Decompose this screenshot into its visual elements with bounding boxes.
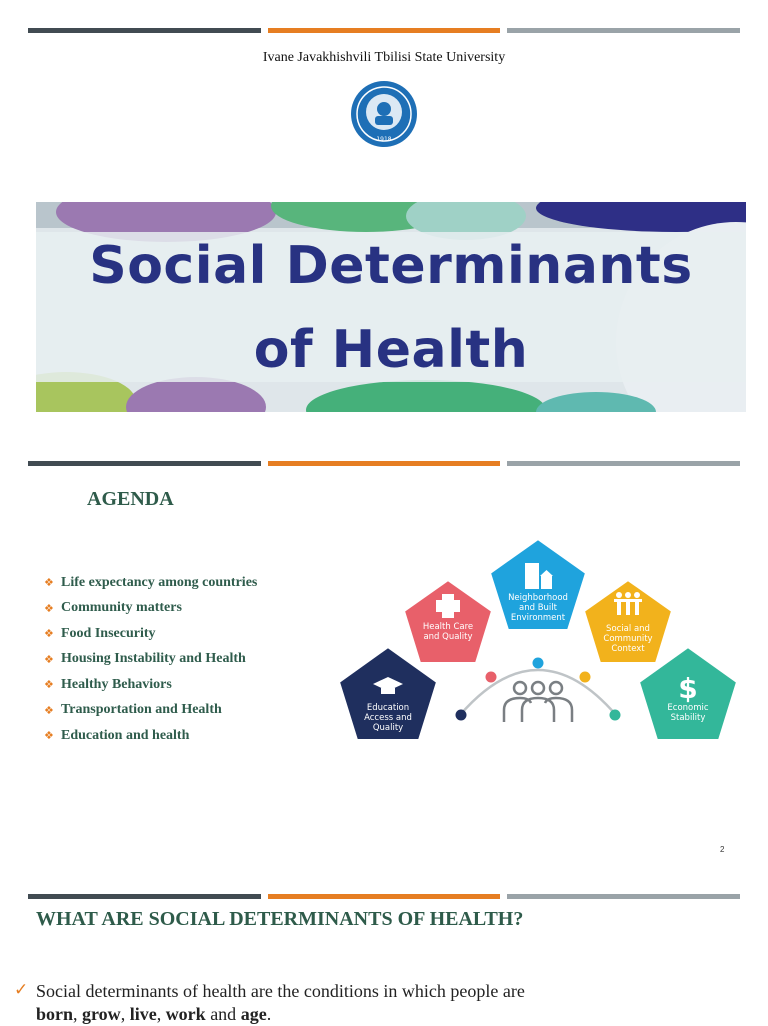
diamond-bullet-icon: ❖	[44, 703, 54, 717]
keyword-born: born	[36, 1004, 74, 1024]
section-title: WHAT ARE SOCIAL DETERMINANTS OF HEALTH?	[36, 908, 524, 930]
agenda-list	[44, 570, 257, 749]
agenda-item	[44, 621, 257, 647]
diamond-bullet-icon: ❖	[44, 729, 54, 743]
agenda-item	[44, 723, 257, 749]
definition-text-part: Social determinants of health are the conditions in which people are	[36, 981, 525, 1001]
agenda-item-label: Transportation and Health	[61, 702, 222, 718]
agenda-item-label: Community matters	[61, 600, 182, 616]
page-number: 2	[720, 845, 725, 854]
label-economic: Economic Stability	[667, 703, 709, 723]
banner-title-line1: Social Determinants	[89, 236, 693, 296]
keyword-grow: grow	[82, 1004, 121, 1024]
agenda-rule-orange	[268, 461, 500, 466]
seal-year: 1918	[376, 136, 392, 143]
definition-text	[36, 980, 556, 1026]
label-social: Social and Community Context	[603, 624, 653, 654]
diamond-bullet-icon: ❖	[44, 601, 54, 615]
agenda-item-label: Healthy Behaviors	[61, 676, 172, 692]
university-name: Ivane Javakhishvili Tbilisi State University	[262, 50, 506, 65]
agenda-title: AGENDA	[87, 488, 174, 510]
title-banner	[36, 202, 746, 412]
keyword-work: work	[165, 1004, 206, 1024]
label-health-care: Health Care and Quality	[422, 622, 474, 642]
keyword-live: live	[129, 1004, 157, 1024]
agenda-item	[44, 570, 257, 596]
header-rule-dark	[28, 28, 261, 33]
diamond-bullet-icon: ❖	[44, 627, 54, 641]
label-neighborhood: Neighborhood and Built Environment	[508, 593, 568, 623]
diamond-bullet-icon: ❖	[44, 678, 54, 692]
separator: and	[205, 1004, 241, 1024]
section-rule-grey	[507, 894, 740, 899]
keyword-age: age	[240, 1004, 267, 1024]
checkmark-icon: ✓	[14, 980, 29, 1000]
separator: .	[266, 1004, 272, 1024]
header-rule-grey	[507, 28, 740, 33]
agenda-item-label: Education and health	[61, 727, 190, 743]
label-education: Education Access and Quality	[364, 703, 412, 733]
banner-title-line2: of Health	[253, 320, 529, 380]
diamond-bullet-icon: ❖	[44, 652, 54, 666]
separator: ,	[120, 1004, 130, 1024]
dollar-icon: $	[678, 672, 698, 705]
separator: ,	[73, 1004, 83, 1024]
banner-background	[36, 202, 746, 412]
determinants-diagram	[338, 535, 740, 760]
agenda-item	[44, 647, 257, 673]
separator: ,	[156, 1004, 166, 1024]
agenda-item	[44, 596, 257, 622]
agenda-rule-dark	[28, 461, 261, 466]
agenda-item-label: Food Insecurity	[61, 625, 156, 641]
people-icon	[504, 682, 572, 722]
agenda-rule-grey	[507, 461, 740, 466]
section-rule-orange	[268, 894, 500, 899]
community-people-icon	[614, 592, 642, 615]
agenda-item	[44, 672, 257, 698]
agenda-item-label: Housing Instability and Health	[61, 651, 246, 667]
section-rule-dark	[28, 894, 261, 899]
header-rule-orange	[268, 28, 500, 33]
diamond-bullet-icon: ❖	[44, 576, 54, 590]
agenda-item	[44, 698, 257, 724]
university-seal-icon	[350, 80, 418, 148]
agenda-item-label: Life expectancy among countries	[61, 574, 258, 590]
